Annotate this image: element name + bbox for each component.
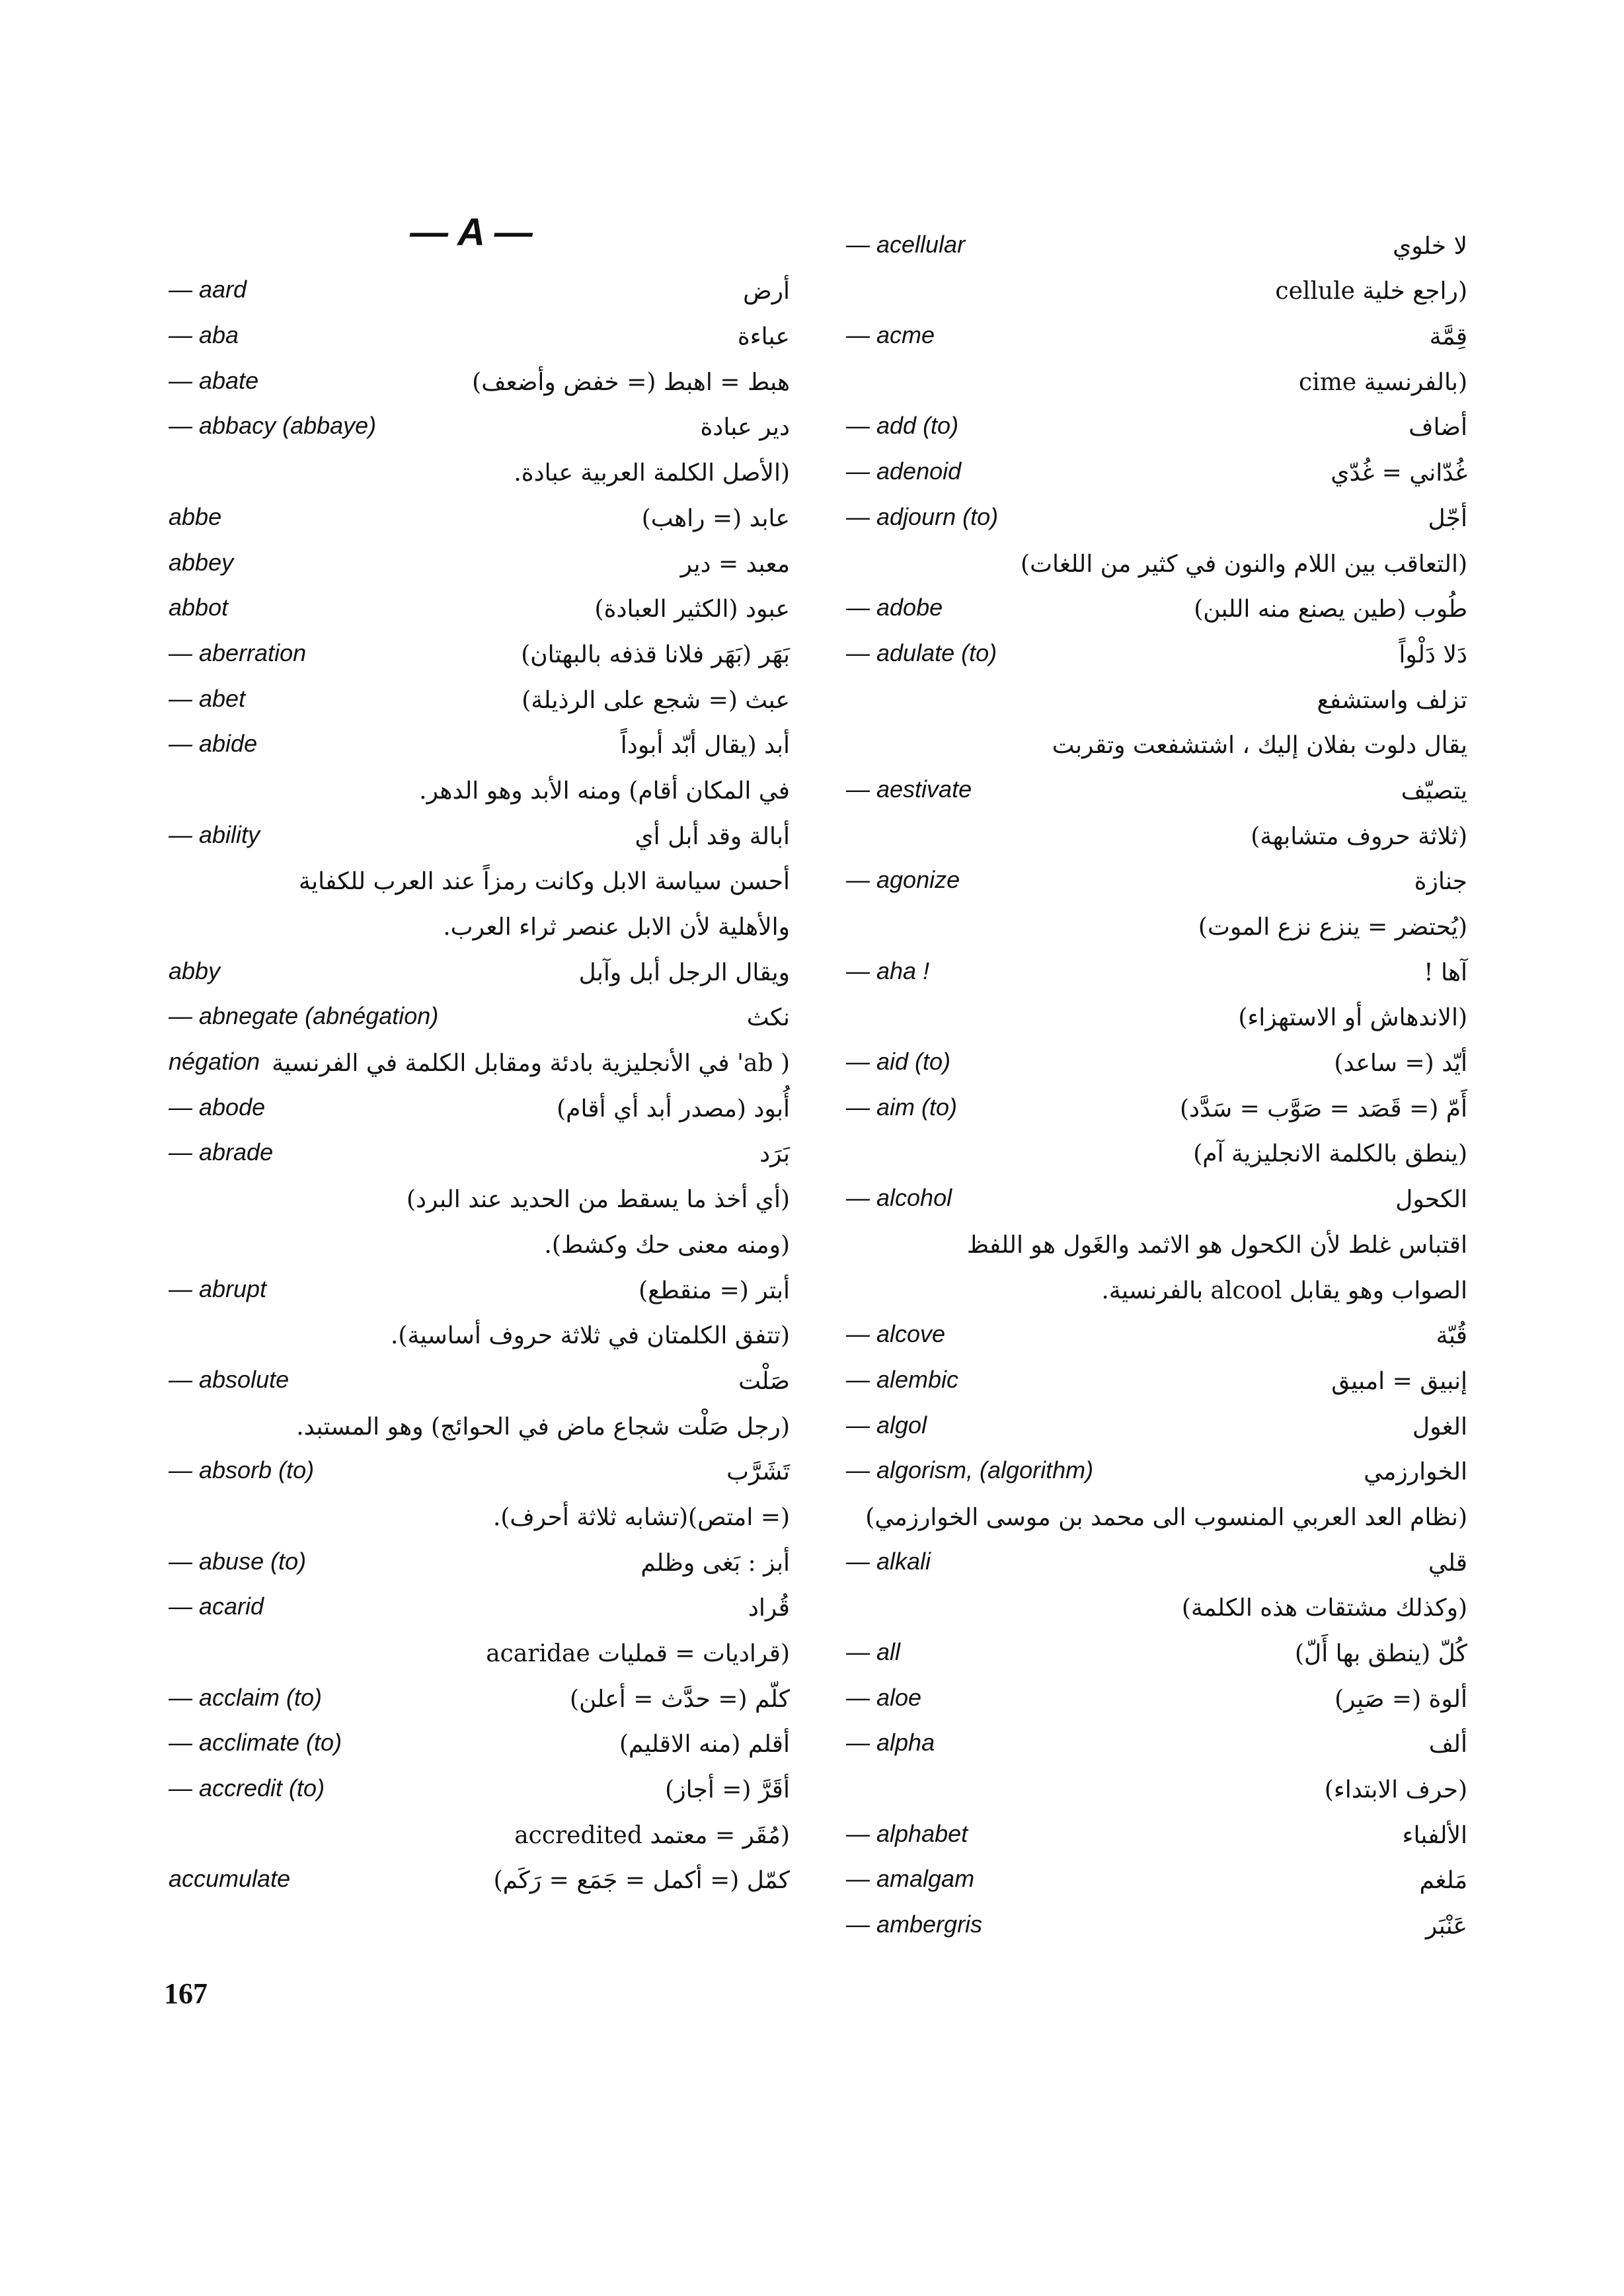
dictionary-entry	[846, 1445, 1467, 1490]
dictionary-entry	[169, 809, 790, 854]
english-term: — alcohol	[846, 1184, 952, 1212]
arabic-definition: الخوارزمي	[1364, 1458, 1467, 1486]
dictionary-entry	[169, 1445, 790, 1490]
dictionary-entry	[169, 672, 790, 718]
english-term: — alembic	[846, 1365, 959, 1393]
arabic-definition: غُدّاني = غُدّي	[1331, 459, 1467, 487]
dictionary-entry	[846, 945, 1467, 990]
arabic-definition: الألفباء	[1402, 1821, 1467, 1849]
dictionary-entry	[846, 990, 1467, 1036]
dictionary-entry	[169, 445, 790, 491]
english-term: — aba	[169, 321, 239, 349]
dictionary-entry	[846, 1127, 1467, 1172]
arabic-definition: معبد = دير	[680, 550, 790, 578]
arabic-definition: جنازة	[1414, 868, 1467, 896]
arabic-definition: ألوة (= صَبِر)	[1334, 1685, 1467, 1713]
arabic-definition: أُبود (مصدر أبد أي أقام)	[557, 1095, 790, 1123]
dictionary-entry	[846, 218, 1467, 264]
english-term: — acclimate (to)	[169, 1729, 342, 1757]
dictionary-entry	[169, 536, 790, 582]
english-term: abbey	[169, 548, 234, 576]
arabic-definition: (ومنه معنى حك وكشط).	[544, 1231, 790, 1259]
arabic-definition: (ينطق بالكلمة الانجليزية آم)	[1193, 1140, 1467, 1168]
arabic-definition: تَشَرَّب	[726, 1458, 790, 1486]
dictionary-entry	[846, 400, 1467, 446]
english-term: — adulate (to)	[846, 639, 997, 666]
arabic-definition: عباءة	[737, 323, 790, 351]
english-term: négation	[169, 1048, 260, 1076]
arabic-definition: قُراد	[748, 1595, 790, 1622]
arabic-definition: قلي	[1428, 1549, 1467, 1577]
english-term: — amalgam	[846, 1865, 975, 1893]
arabic-definition: (يُحتضر = ينزع نزع الموت)	[1198, 914, 1467, 941]
arabic-definition: كلّم (= حدَّث = أعلن)	[569, 1685, 790, 1713]
arabic-definition: مَلغم	[1419, 1867, 1467, 1895]
dictionary-entry	[169, 1035, 790, 1081]
dictionary-entry	[846, 309, 1467, 354]
dictionary-entry	[846, 536, 1467, 582]
english-term: abbe	[169, 502, 222, 530]
arabic-definition: الصواب وهو يقابل alcool بالفرنسية.	[1101, 1277, 1467, 1304]
dictionary-entry	[169, 1081, 790, 1127]
english-term: — abate	[169, 366, 259, 394]
english-term: abby	[169, 957, 221, 984]
arabic-definition: (التعاقب بين اللام والنون في كثير من اللغات)	[1021, 550, 1467, 578]
english-term: — algorism, (algorithm)	[846, 1456, 1094, 1484]
arabic-definition: (ثلاثة حروف متشابهة)	[1251, 822, 1467, 850]
dictionary-entry	[169, 1353, 790, 1399]
arabic-definition: أضاف	[1409, 414, 1467, 442]
dictionary-entry	[169, 899, 790, 945]
dictionary-entry	[846, 1807, 1467, 1853]
dictionary-entry	[169, 627, 790, 672]
english-term: — aberration	[169, 639, 307, 666]
english-term: — aestivate	[846, 775, 972, 803]
arabic-definition: (بالفرنسية cime	[1299, 368, 1467, 396]
english-term: — adobe	[846, 594, 943, 621]
english-term: — aha !	[846, 957, 930, 984]
dictionary-entry	[846, 1035, 1467, 1081]
arabic-definition: أقَرَّ (= أجاز)	[665, 1776, 790, 1804]
english-term: — agonize	[846, 866, 960, 894]
arabic-definition: (= امتص)(تشابه ثلاثة أحرف).	[492, 1503, 790, 1531]
section-heading: — A —	[410, 211, 533, 254]
dictionary-entry	[846, 1898, 1467, 1944]
dictionary-entry	[169, 1535, 790, 1581]
dictionary-entry	[846, 899, 1467, 945]
arabic-definition: (أي أخذ ما يسقط من الحديد عند البرد)	[406, 1186, 790, 1214]
english-term: — abode	[169, 1093, 266, 1121]
dictionary-entry	[169, 990, 790, 1036]
dictionary-entry	[169, 1171, 790, 1217]
arabic-definition: أحسن سياسة الابل وكانت رمزاً عند العرب للكفاية	[298, 868, 790, 896]
dictionary-entry	[846, 718, 1467, 764]
english-term: — aloe	[846, 1683, 922, 1711]
arabic-definition: بَرَد	[759, 1140, 790, 1168]
arabic-definition: عبود (الكثير العبادة)	[594, 596, 790, 623]
arabic-definition: قِمَّة	[1429, 323, 1467, 351]
dictionary-entry	[846, 264, 1467, 309]
dictionary-entry	[846, 809, 1467, 854]
dictionary-entry	[169, 309, 790, 354]
english-term: — ambergris	[846, 1911, 983, 1938]
arabic-definition: عَنْبَر	[1425, 1913, 1467, 1940]
english-term: abbot	[169, 594, 229, 621]
english-term: — absolute	[169, 1365, 290, 1393]
dictionary-entry	[846, 1853, 1467, 1899]
english-term: — aid (to)	[846, 1048, 951, 1076]
dictionary-entry	[169, 945, 790, 990]
english-term: — ability	[169, 820, 260, 848]
dictionary-entry	[846, 445, 1467, 491]
english-term: — alkali	[846, 1547, 931, 1575]
arabic-definition: ( ab' في الأنجليزية بادئة ومقابل الكلمة في الفرنسية	[272, 1050, 790, 1078]
english-term: — accredit (to)	[169, 1774, 325, 1802]
arabic-definition: دَلا دَلْواً	[1399, 641, 1467, 668]
dictionary-entry	[169, 218, 790, 264]
arabic-definition: أبد (يقال أبّد أبوداً	[620, 732, 790, 760]
arabic-definition: أبالة وقد أبل أي	[635, 822, 790, 850]
page-number: 167	[164, 1977, 208, 2010]
arabic-definition: صَلْت	[738, 1367, 790, 1395]
dictionary-entry	[846, 1489, 1467, 1535]
english-term: — abide	[169, 730, 258, 758]
english-term: accumulate	[169, 1865, 291, 1893]
dictionary-entry	[846, 1263, 1467, 1308]
dictionary-entry	[169, 1581, 790, 1626]
english-term: — aim (to)	[846, 1093, 958, 1121]
dictionary-entry	[169, 718, 790, 764]
arabic-definition: ويقال الرجل أبل وآبل	[578, 959, 790, 986]
arabic-definition: نكث	[746, 1004, 790, 1032]
dictionary-entry	[846, 1081, 1467, 1127]
dictionary-entry	[846, 1717, 1467, 1762]
arabic-definition: في المكان أقام) ومنه الأبد وهو الدهر.	[419, 777, 790, 805]
left-column	[169, 218, 790, 1898]
english-term: — abet	[169, 684, 246, 712]
arabic-definition: الغول	[1412, 1413, 1467, 1441]
arabic-definition: عبث (= شجع على الرذيلة)	[522, 686, 790, 714]
dictionary-entry	[846, 1581, 1467, 1626]
arabic-definition: أبز : بَغى وظلم	[640, 1549, 790, 1577]
english-term: — adjourn (to)	[846, 502, 999, 530]
english-term: — acme	[846, 321, 935, 349]
arabic-definition: (رجل صَلْت شجاع ماض في الحوائج) وهو المستبد.	[296, 1413, 790, 1441]
english-term: — alcove	[846, 1320, 946, 1348]
arabic-definition: (حرف الابتداء)	[1324, 1776, 1467, 1804]
english-term: — aard	[169, 276, 247, 303]
english-term: — acellular	[846, 230, 966, 258]
dictionary-entry	[846, 1626, 1467, 1671]
dictionary-entry	[169, 1127, 790, 1172]
arabic-definition: اقتباس غلط لأن الكحول هو الاثمد والغَول هو اللفظ	[966, 1231, 1467, 1259]
arabic-definition: أيّد (= ساعد)	[1334, 1050, 1467, 1078]
english-term: — alpha	[846, 1729, 935, 1757]
english-term: — acclaim (to)	[169, 1683, 323, 1711]
arabic-definition: أَمّ (= قَصَد = صَوَّب = سَدَّد)	[1179, 1095, 1467, 1123]
arabic-definition: أرض	[743, 278, 790, 305]
english-term: — abnegate (abnégation)	[169, 1002, 439, 1030]
arabic-definition: أبتر (= منقطع)	[638, 1277, 790, 1304]
dictionary-entry	[169, 1263, 790, 1308]
dictionary-entry	[846, 1217, 1467, 1263]
arabic-definition: (الأصل الكلمة العربية عبادة.	[514, 459, 790, 487]
dictionary-entry	[846, 1535, 1467, 1581]
english-term: — absorb (to)	[169, 1456, 315, 1484]
arabic-definition: (راجع خلية cellule	[1275, 278, 1467, 305]
dictionary-entry	[846, 672, 1467, 718]
dictionary-entry	[846, 1399, 1467, 1445]
dictionary-entry	[169, 763, 790, 809]
arabic-definition: (وكذلك مشتقات هذه الكلمة)	[1181, 1595, 1467, 1622]
arabic-definition: تزلف واستشفع	[1317, 686, 1467, 714]
dictionary-entry	[169, 1626, 790, 1671]
arabic-definition: قُبّة	[1436, 1322, 1467, 1350]
english-term: — abbacy (abbaye)	[169, 412, 377, 440]
dictionary-entry	[846, 854, 1467, 900]
english-term: — abrupt	[169, 1275, 267, 1302]
arabic-definition: بَهَر (بَهَر فلانا قذفه بالبهتان)	[521, 641, 790, 668]
dictionary-entry	[846, 763, 1467, 809]
dictionary-entry	[169, 1717, 790, 1762]
arabic-definition: إنبيق = امبيق	[1331, 1367, 1467, 1395]
dictionary-entry	[169, 354, 790, 400]
english-term: — adenoid	[846, 457, 962, 485]
dictionary-entry	[846, 491, 1467, 536]
arabic-definition: دير عبادة	[700, 414, 790, 442]
arabic-definition: (نظام العد العربي المنسوب الى محمد بن موسى الخوارزمي)	[865, 1503, 1467, 1531]
english-term: — acarid	[169, 1593, 264, 1620]
dictionary-entry	[169, 1308, 790, 1354]
dictionary-entry	[846, 354, 1467, 400]
dictionary-entry	[169, 582, 790, 627]
arabic-definition: لا خلوي	[1393, 232, 1467, 260]
english-term: — add (to)	[846, 412, 959, 440]
arabic-definition: آها !	[1424, 959, 1467, 986]
right-column	[846, 218, 1467, 1944]
arabic-definition: عابد (= راهب)	[641, 504, 790, 532]
dictionary-entry	[846, 582, 1467, 627]
dictionary-entry	[846, 1171, 1467, 1217]
arabic-definition: الكحول	[1395, 1186, 1467, 1214]
dictionary-entry	[846, 1308, 1467, 1354]
arabic-definition: كمّل (= أكمل = جَمَع = رَكَم)	[493, 1867, 790, 1895]
arabic-definition: ألف	[1428, 1731, 1467, 1759]
dictionary-entry	[846, 1353, 1467, 1399]
english-term: — abuse (to)	[169, 1547, 307, 1575]
dictionary-entry	[169, 854, 790, 900]
english-term: — algol	[846, 1411, 927, 1439]
arabic-definition: أقلم (منه الاقليم)	[619, 1731, 790, 1759]
dictionary-entry	[169, 1853, 790, 1899]
arabic-definition: هبط = اهبط (= خفض وأضعف)	[472, 368, 790, 396]
english-term: — abrade	[169, 1138, 274, 1166]
dictionary-entry	[169, 400, 790, 446]
arabic-definition: (قراديات = قمليات acaridae	[486, 1640, 790, 1667]
arabic-definition: والأهلية لأن الابل عنصر ثراء العرب.	[443, 914, 790, 941]
dictionary-entry	[846, 627, 1467, 672]
dictionary-entry	[169, 1399, 790, 1445]
arabic-definition: يتصيّف	[1401, 777, 1467, 805]
english-term: — all	[846, 1638, 901, 1665]
arabic-definition: يقال دلوت بفلان إليك ، اشتشفعت وتقربت	[1052, 732, 1467, 760]
english-term: — alphabet	[846, 1819, 968, 1847]
dictionary-entry	[169, 1671, 790, 1717]
arabic-definition: طُوب (طين يصنع منه اللبن)	[1194, 596, 1467, 623]
arabic-definition: أجّل	[1428, 504, 1467, 532]
dictionary-entry	[846, 1671, 1467, 1717]
arabic-definition: (الاندهاش أو الاستهزاء)	[1238, 1004, 1467, 1032]
dictionary-entry	[169, 1489, 790, 1535]
dictionary-entry	[846, 1762, 1467, 1807]
dictionary-entry	[169, 264, 790, 309]
arabic-definition: (تتفق الكلمتان في ثلاثة حروف أساسية).	[390, 1322, 790, 1350]
dictionary-entry	[169, 491, 790, 536]
dictionary-entry	[169, 1762, 790, 1807]
arabic-definition: (مُقَر = معتمد accredited	[514, 1821, 790, 1849]
dictionary-entry	[169, 1807, 790, 1853]
dictionary-entry	[169, 1217, 790, 1263]
arabic-definition: كُلّ (ينطق بها أَلّ)	[1295, 1640, 1467, 1667]
